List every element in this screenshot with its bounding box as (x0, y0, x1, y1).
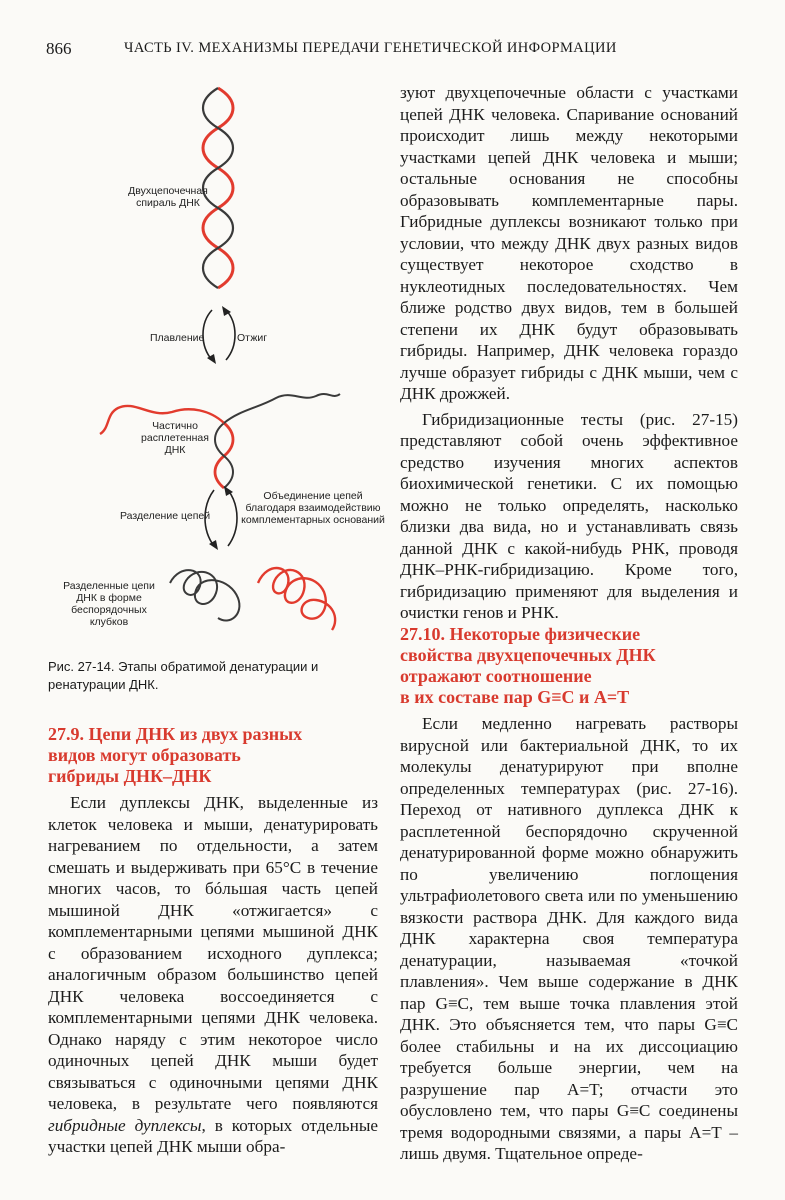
denaturation-diagram (40, 78, 385, 638)
heading-line: гибриды ДНК–ДНК (48, 766, 212, 786)
paragraph-hybrid-duplexes (48, 792, 378, 1158)
partially-unwound-dna (100, 394, 340, 488)
label-strand-separation: Разделение цепей (120, 510, 211, 522)
heading-line: отражают соотношение (400, 666, 592, 686)
heading-line: 27.10. Некоторые физические (400, 624, 641, 644)
figure-27-14 (40, 78, 385, 638)
running-head: ЧАСТЬ IV. МЕХАНИЗМЫ ПЕРЕДАЧИ ГЕНЕТИЧЕСКОЙ ИНФОРМАЦИИ (124, 40, 617, 56)
paragraph-melting-point: Если медленно нагревать растворы вирусной или бактериальной ДНК, то их молекулы денатурируют при вполне определенных температурах (рис. 27-16). Переход от нативного дуплекса ДНК к расплетенной беспорядочно скрученной денатурированной форме можно обнаружить по увеличению поглощения ультрафиолетового света или по уменьшению вязкости раствора ДНК. Для каждого вида ДНК характерна своя температура денатурации, называемая «точкой плавления». Чем выше содержание в ДНК пар G≡C, тем выше точка плавления этой ДНК. Это объясняется тем, что пары G≡C более стабильны и на их диссоциацию требуется больше энергии, чем на разрушение пар A=T; отчасти это обусловлено тем, что пары G≡C соединены тремя водородными связями, а пары A=T – лишь двумя. Тщательное опреде- (400, 714, 738, 1163)
figure-caption: Рис. 27-14. Этапы обратимой денатурации и ренатурации ДНК. (48, 659, 319, 692)
label-strand-joining: Объединение цепей благодаря взаимодействию комплементарных оснований (241, 490, 385, 526)
label-melting: Плавление (150, 332, 205, 344)
label-partially-unwound: Частично расплетенная ДНК (141, 420, 209, 456)
left-column-body (48, 792, 378, 1158)
heading-line: видов могут образовать (48, 745, 241, 765)
section-heading-27-10 (400, 624, 740, 708)
label-double-helix: Двухцепочечная спираль ДНК (128, 185, 208, 209)
paragraph-hybridization-tests: Гибридизационные тесты (рис. 27-15) представляют собой очень эффективное средство изучения многих аспектов биохимической генетики. С их помощью можно не только определять, насколько близки два вида, но и устанавливать связь данной ДНК с какой-нибудь РНК, проводя ДНК–РНК-гибридизацию. Кроме того, гибридизацию применяют для выделения и очистки генов и РНК. (400, 409, 738, 622)
right-column-top (400, 82, 738, 624)
page-number: 866 (46, 39, 72, 58)
paragraph-continued: зуют двухцепочечные области с участками цепей ДНК человека. Спаривание оснований происходит лишь между некоторыми участками цепей ДНК человека и мыши; остальные основания не способны образовывать комплементарные пары. Гибридные дуплексы возникают только при условии, что между ДНК двух разных видов существует некоторое сходство в нуклеотидных последовательностях. Чем ближе родство двух видов, тем в большей степени их ДНК будут образовывать гибриды. Например, ДНК человека гораздо лучше образует гибриды с ДНК мыши, чем с ДНК дрожжей. (400, 83, 738, 403)
random-coils (170, 568, 335, 630)
heading-line: в их составе пар G≡C и A=T (400, 687, 630, 707)
page-header (46, 39, 746, 63)
text-run: Если дуплексы ДНК, выделенные из клеток человека и мыши, денатурировать нагреванием по отдельности, а затем смешать и выдерживать при 65°С в течение многих часов, то бóльшая часть цепей мышиной ДНК «отжигается» с комплементарными цепями мышиной ДНК с образованием исходного дуплекса; аналогичным образом большинство цепей ДНК человека воссоединяется с комплементарными цепями ДНК человека. Однако наряду с этим некоторое число одиночных цепей ДНК мыши будет связываться с одиночными цепями ДНК человека, в результате чего появляются (48, 793, 378, 1113)
right-column-body (400, 713, 738, 1165)
text-run: , в которых отдельные участки цепей ДНК мыши обра- (48, 1115, 378, 1156)
melt-anneal-arrows (203, 306, 235, 364)
heading-line: 27.9. Цепи ДНК из двух разных (48, 724, 303, 744)
heading-line: свойства двухцепочечных ДНК (400, 645, 656, 665)
italic-term: гибридные дуплексы (48, 1115, 202, 1135)
label-separated-strands: Разделенные цепи ДНК в форме беспорядочных клубков (63, 580, 155, 628)
section-heading-27-9 (48, 724, 380, 787)
label-annealing: Отжиг (237, 332, 268, 344)
